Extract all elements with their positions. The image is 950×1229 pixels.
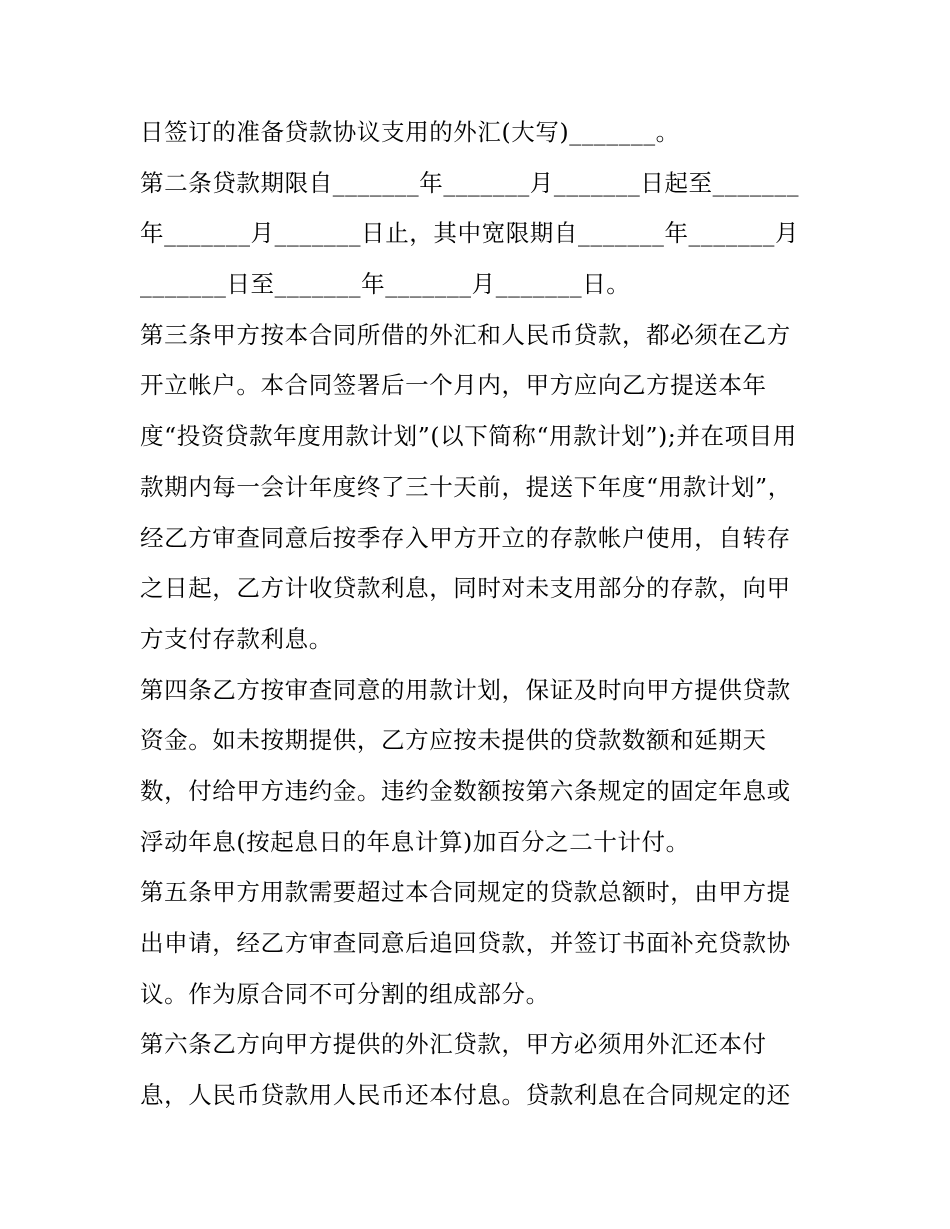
text-line-7: 度“投资贷款年度用款计划”(以下简称“用款计划”);并在项目用 [140, 422, 797, 451]
text-line-5: 第三条甲方按本合同所借的外汇和人民币贷款，都必须在乙方 [140, 320, 791, 349]
text-line-2: 第二条贷款期限自_______年_______月_______日起至_______ [140, 168, 800, 197]
text-line-1: 日签订的准备贷款协议支用的外汇(大写)_______。 [140, 118, 680, 146]
text-line-4: _______日至_______年_______月_______日。 [140, 270, 631, 299]
text-line-15: 浮动年息(按起息日的年息计算)加百分之二十计付。 [140, 827, 690, 856]
text-line-3: 年_______月_______日止，其中宽限期自_______年_______月 [140, 219, 800, 248]
text-line-16: 第五条甲方用款需要超过本合同规定的贷款总额时，由甲方提 [140, 878, 791, 907]
text-line-17: 出申请，经乙方审查同意后追回贷款，并签订书面补充贷款协 [140, 929, 791, 957]
text-line-18: 议。作为原合同不可分割的组成部分。 [140, 979, 550, 1008]
text-line-6: 开立帐户。本合同签署后一个月内，甲方应向乙方提送本年 [140, 371, 767, 400]
text-line-14: 数，付给甲方违约金。违约金数额按第六条规定的固定年息或 [140, 776, 791, 805]
text-line-9: 经乙方审查同意后按季存入甲方开立的存款帐户使用，自转存 [140, 523, 791, 552]
text-line-12: 第四条乙方按审查同意的用款计划，保证及时向甲方提供贷款 [140, 675, 791, 704]
text-line-13: 资金。如未按期提供，乙方应按未提供的贷款数额和延期天 [140, 726, 767, 755]
contract-text [140, 107, 820, 1121]
text-line-20: 息，人民币贷款用人民币还本付息。贷款利息在合同规定的还 [140, 1081, 791, 1110]
text-line-11: 方支付存款利息。 [140, 624, 333, 653]
text-line-19: 第六条乙方向甲方提供的外汇贷款，甲方必须用外汇还本付 [140, 1030, 767, 1059]
text-line-10: 之日起，乙方计收贷款利息，同时对未支用部分的存款，向甲 [140, 574, 791, 603]
text-line-8: 款期内每一会计年度终了三十天前，提送下年度“用款计划”， [140, 472, 792, 501]
